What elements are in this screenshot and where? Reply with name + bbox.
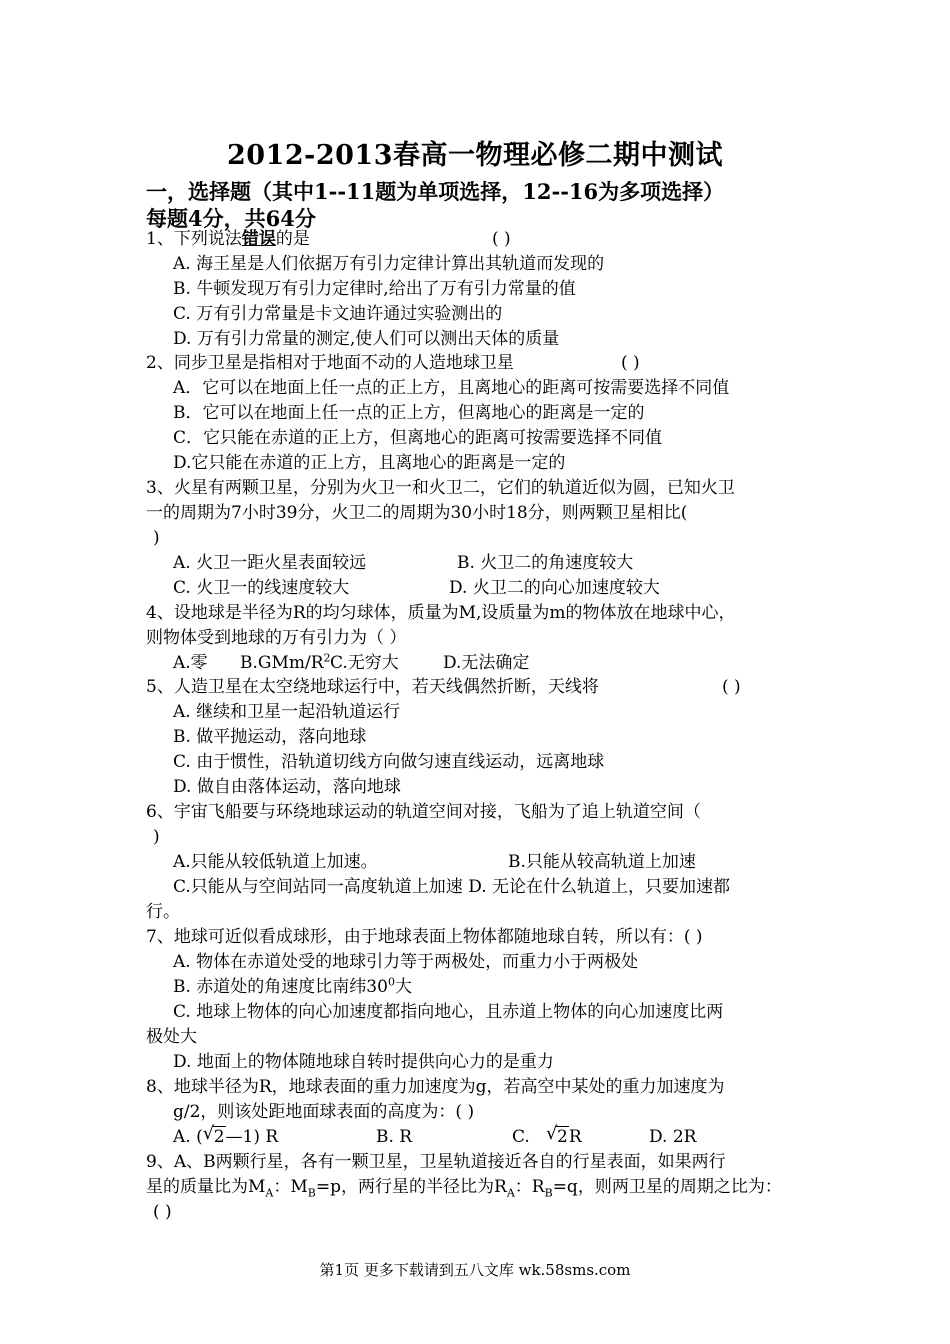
question-5: 5、人造卫星在太空绕地球运行中，若天线偶然折断，天线将 — [146, 677, 599, 697]
option-d-tail: 行。 — [146, 902, 180, 922]
page-footer: 第1页 更多下载请到五八文库 wk.58sms.com — [319, 1261, 631, 1279]
option-c-d: C.只能从与空间站同一高度轨道上加速 D. 无论在什么轨道上，只要加速都 — [173, 877, 731, 897]
option-b: B. 牛顿发现万有引力定律时,给出了万有引力常量的值 — [173, 279, 576, 299]
answer-paren: ( ) — [621, 353, 640, 373]
question-8-line1: 8、地球半径为R，地球表面的重力加速度为g，若高空中某处的重力加速度为 — [146, 1077, 725, 1097]
option-b: $B.GMm/R^2$ — [240, 651, 331, 673]
question-3-line3: ) — [153, 528, 160, 548]
question-3-line1: 3、火星有两颗卫星，分别为火卫一和火卫二，它们的轨道近似为圆，已知火卫 — [146, 478, 735, 498]
question-8-line2: g/2，则该处距地面球表面的高度为：( ) — [173, 1102, 475, 1122]
option-c: C．它只能在赤道的正上方，但离地心的距离可按需要选择不同值 — [173, 428, 663, 448]
option-d: D. 万有引力常量的测定,使人们可以测出天体的质量 — [173, 329, 560, 349]
option-a: A.零 — [173, 653, 208, 673]
option-b: B．它可以在地面上任一点的正上方，但离地心的距离是一定的 — [173, 403, 645, 423]
option-c: C. 火卫一的线速度较大 — [173, 578, 350, 598]
option-c: C. 由于惯性，沿轨道切线方向做匀速直线运动，远离地球 — [173, 752, 605, 772]
option-a: A. 继续和卫星一起沿轨道运行 — [173, 702, 401, 722]
question-6-line1: 6、宇宙飞船要与环绕地球运动的轨道空间对接，飞船为了追上轨道空间（ — [146, 802, 701, 822]
question-6-line2: ) — [153, 827, 160, 847]
question-2: 2、同步卫星是指相对于地面不动的人造地球卫星 — [146, 353, 514, 373]
option-d: D.它只能在赤道的正上方，且离地心的距离是一定的 — [173, 453, 566, 473]
option-a: A. ( √ 2—1) R — [173, 1123, 279, 1147]
option-a: A．它可以在地面上任一点的正上方，且离地心的距离可按需要选择不同值 — [173, 378, 730, 398]
option-d: D.无法确定 — [443, 653, 530, 673]
answer-paren: ( ) — [492, 229, 511, 249]
section-heading: 一，选择题（其中1--11题为单项选择，12--16为多项选择） — [146, 179, 725, 204]
sqrt-symbol: √ 2 — [546, 1123, 568, 1147]
option-d: D. 做自由落体运动，落向地球 — [173, 777, 401, 797]
option-a: A.只能从较低轨道上加速。 — [173, 852, 378, 872]
option-b: B. 赤道处的角速度比南纬$30^0$大 — [173, 975, 412, 997]
answer-paren: ( ) — [153, 1202, 172, 1222]
option-a: A. 火卫一距火星表面较远 — [173, 553, 367, 573]
option-a: A. 物体在赤道处受的地球引力等于两极处，而重力小于两极处 — [173, 952, 639, 972]
emphasis-wrong: 错误 — [241, 229, 276, 249]
section-scoring: 每题4分，共64分 — [146, 206, 316, 231]
option-d: D. 地面上的物体随地球自转时提供向心力的是重力 — [173, 1052, 554, 1072]
option-c-line1: C. 地球上物体的向心加速度都指向地心，且赤道上物体的向心加速度比两 — [173, 1002, 724, 1022]
option-b: B. 做平抛运动，落向地球 — [173, 727, 367, 747]
question-4-line1: 4、设地球是半径为R的均匀球体，质量为M,设质量为m的物体放在地球中心， — [146, 603, 736, 623]
page-title: 2012-2013春高一物理必修二期中测试 — [227, 140, 723, 171]
option-d: D. 2R — [649, 1127, 697, 1147]
sqrt-symbol: √ 2 — [202, 1123, 225, 1147]
option-d: D. 火卫二的向心加速度较大 — [449, 578, 660, 598]
option-b: B. 火卫二的角速度较大 — [457, 553, 634, 573]
option-b: B. R — [376, 1127, 413, 1147]
option-c: C.无穷大 — [330, 653, 399, 673]
question-9-line1: 9、A、B两颗行星，各有一颗卫星，卫星轨道接近各自的行星表面，如果两行 — [146, 1152, 726, 1172]
option-b: B.只能从较高轨道上加速 — [508, 852, 696, 872]
question-1: 1、下列说法错误的是 — [146, 229, 310, 249]
option-c-line2: 极处大 — [146, 1027, 197, 1047]
question-3-line2: 一的周期为7小时39分，火卫二的周期为30小时18分，则两颗卫星相比( — [146, 503, 688, 523]
question-9-line2: 星的质量比为$M_A$：$M_B=p$，两行星的半径比为$R_A$：$R_B=q$，则两卫星的周期之比为： — [146, 1177, 782, 1200]
option-c: C. 万有引力常量是卡文迪许通过实验测出的 — [173, 304, 503, 324]
answer-paren: ( ) — [722, 677, 741, 697]
option-a: A. 海王星是人们依据万有引力定律计算出其轨道而发现的 — [173, 254, 605, 274]
question-7: 7、地球可近似看成球形，由于地球表面上物体都随地球自转，所以有：( ) — [146, 927, 703, 947]
option-c: C. √ 2R — [512, 1123, 582, 1147]
question-4-line2: 则物体受到地球的万有引力为（ ） — [146, 628, 407, 648]
